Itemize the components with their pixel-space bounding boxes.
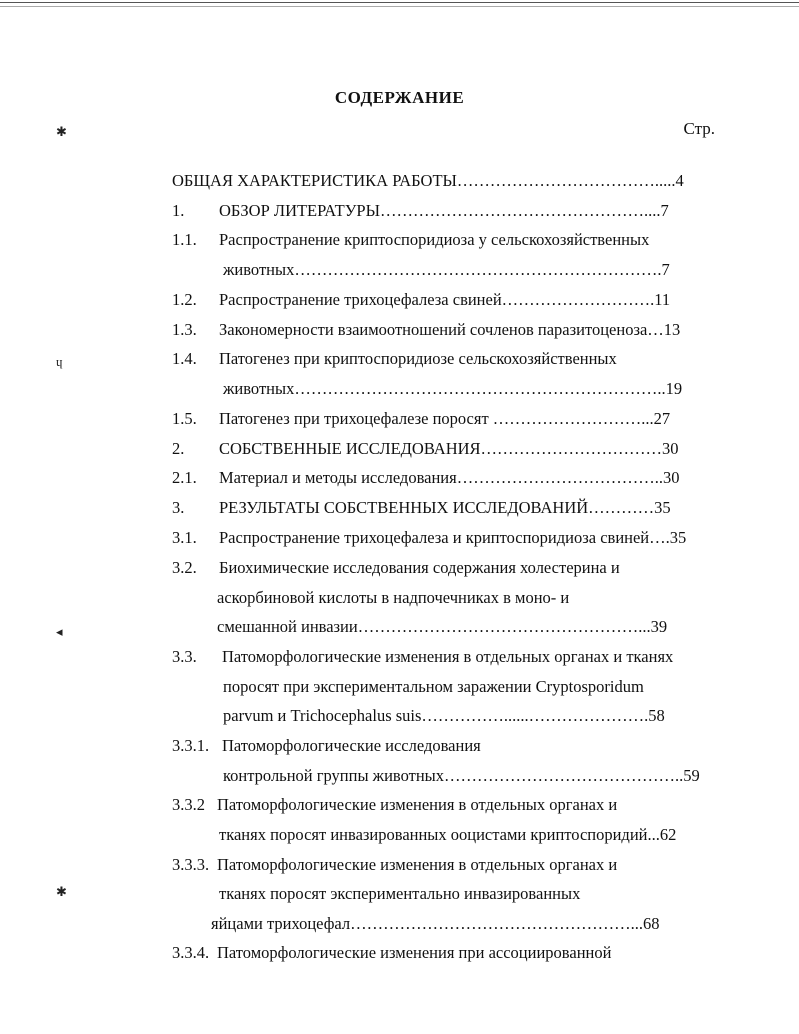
toc-text: контрольной группы животных……………………………………..59 bbox=[223, 766, 700, 785]
toc-number: 1.5. bbox=[172, 409, 197, 428]
scan-top-border-secondary bbox=[0, 6, 799, 7]
toc-number: 3.1. bbox=[172, 528, 197, 547]
toc-text: Материал и методы исследования………………………………..30 bbox=[219, 468, 680, 487]
toc-text: Патогенез при криптоспоридиозе сельскохозяйственных bbox=[219, 349, 617, 368]
toc-number: 1. bbox=[172, 201, 185, 220]
toc-text: тканях поросят экспериментально инвазированных bbox=[219, 884, 581, 903]
toc-text: Распространение трихоцефалеза и криптоспоридиоза свиней….35 bbox=[219, 528, 687, 547]
toc-text: Патоморфологические исследования bbox=[222, 736, 481, 755]
scan-top-border bbox=[0, 2, 799, 3]
toc-number: 3.3.4. bbox=[172, 943, 210, 962]
toc-text: животных…………………………………………………………..19 bbox=[223, 379, 683, 398]
toc-text: РЕЗУЛЬТАТЫ СОБСТВЕННЫХ ИССЛЕДОВАНИЙ…………35 bbox=[219, 498, 671, 517]
toc-text: аскорбиновой кислоты в надпочечниках в моно- и bbox=[217, 588, 570, 607]
toc-number: 1.2. bbox=[172, 290, 197, 309]
toc-text: поросят при экспериментальном заражении Cryptosporidum bbox=[223, 677, 644, 696]
toc-number: 2.1. bbox=[172, 468, 197, 487]
toc-text: Патоморфологические изменения в отдельных органах и bbox=[217, 795, 618, 814]
toc-number: 3.2. bbox=[172, 558, 197, 577]
toc-number: 1.3. bbox=[172, 320, 197, 339]
toc-text: Патоморфологические изменения в отдельных органах и bbox=[217, 855, 618, 874]
page-title: СОДЕРЖАНИЕ bbox=[334, 88, 465, 107]
margin-mark-icon: ◂ bbox=[56, 624, 63, 639]
margin-mark-icon: ✱ bbox=[56, 124, 67, 139]
toc-text: Патогенез при трихоцефалезе поросят ………………………...27 bbox=[219, 409, 671, 428]
toc-text: тканях поросят инвазированных ооцистами криптоспоридий...62 bbox=[219, 825, 677, 844]
toc-number: 3. bbox=[172, 498, 185, 517]
toc-text: Патоморфологические изменения в отдельных органах и тканях bbox=[222, 647, 674, 666]
toc-text: Биохимические исследования содержания холестерина и bbox=[219, 558, 620, 577]
page-column-label: Стр. bbox=[683, 119, 715, 138]
toc-number: 3.3. bbox=[172, 647, 197, 666]
toc-text: ОБЗОР ЛИТЕРАТУРЫ…………………………………………....7 bbox=[219, 201, 669, 220]
toc-text: животных………………………………………………………….7 bbox=[223, 260, 670, 279]
toc-text: Распространение криптоспоридиоза у сельскохозяйственных bbox=[219, 230, 650, 249]
margin-mark-icon: ✱ bbox=[56, 884, 67, 899]
toc-number: 2. bbox=[172, 439, 185, 458]
toc-text: parvum и Trichocephalus suis……………......………………….58 bbox=[223, 706, 665, 725]
toc-text: яйцами трихоцефал……………………………………………...68 bbox=[211, 914, 660, 933]
toc-number: 1.1. bbox=[172, 230, 197, 249]
toc-text: СОБСТВЕННЫЕ ИССЛЕДОВАНИЯ……………………………30 bbox=[219, 439, 679, 458]
toc-text: ОБЩАЯ ХАРАКТЕРИСТИКА РАБОТЫ……………………………….....4 bbox=[172, 171, 684, 190]
toc-text: Закономерности взаимоотношений сочленов паразитоценоза…13 bbox=[219, 320, 681, 339]
toc-text: Распространение трихоцефалеза свиней……………………….11 bbox=[219, 290, 671, 309]
toc-number: 3.3.2 bbox=[172, 795, 205, 814]
margin-mark-icon: ɥ bbox=[56, 354, 63, 369]
toc-text: смешанной инвазии……………………………………………...39 bbox=[217, 617, 668, 636]
toc-number: 1.4. bbox=[172, 349, 197, 368]
toc-number: 3.3.1. bbox=[172, 736, 210, 755]
toc-number: 3.3.3. bbox=[172, 855, 210, 874]
toc-text: Патоморфологические изменения при ассоциированной bbox=[217, 943, 612, 962]
